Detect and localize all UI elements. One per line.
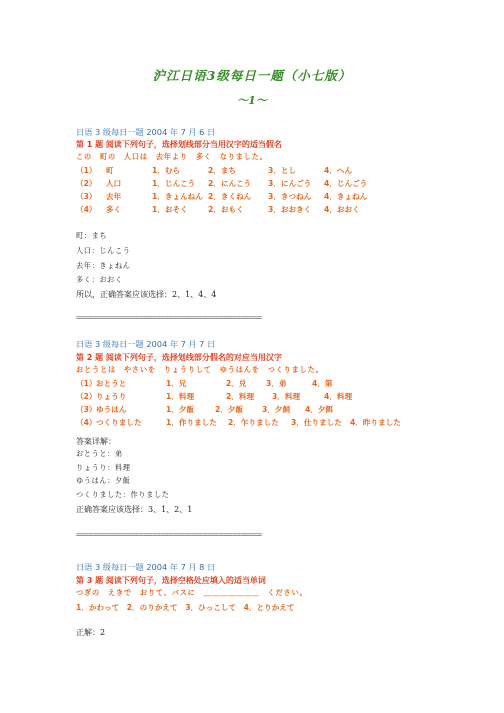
lesson-3-question-text: つぎの えきで おりて、バスに ＿＿＿＿＿＿＿ ください。 [76,588,308,597]
lesson-2-explanation-4: つくりました：作りました [76,490,170,499]
lesson-1-option-row-1: （1） 町 1．むら 2．まち 3．とし 4．へん [76,166,353,175]
lesson-3-answer: 正解：2 [76,628,106,637]
lesson-2-date: 日语 3 级每日一题 2004 年 7 月 7 日 [76,339,216,349]
lesson-3-choices: 1．かわって 2．のりかえて 3．ひっこして 4．とりかえて [76,603,295,612]
lesson-2-option-row-4: （4） つくりました 1．作りました 2．乍りました 3．仕りました 4．昨りました [76,418,401,427]
lesson-3-question-title: 第 3 题 阅读下列句子，选择空格处应填入的适当单词 [76,576,266,585]
lesson-2-question-title: 第 2 题 阅读下列句子，选择划线部分假名的对应当用汉字 [76,353,282,362]
separator-1: ============================================ [76,313,262,322]
lesson-1-explanation-4: 多く：おおく [76,275,123,284]
page-number: ～1～ [237,94,267,107]
lesson-1-option-row-4: （4） 多く 1．おそく 2．おもく 3．おおきく 4．おおく [76,205,360,214]
lesson-1-explanation-1: 町：まち [76,231,108,240]
lesson-2-question-text: おとうとは やさいを りょうりして ゆうはんを つくりました。 [76,365,324,374]
lesson-1-explanation-2: 人口：じんこう [76,246,131,255]
lesson-1-option-row-2: （2） 人口 1．じんこう 2．にんこう 3．にんごう 4．じんごう [76,179,368,188]
lesson-2-answer: 正确答案应该选择：3、1、2、1 [76,505,193,514]
lesson-1-question-title: 第 1 题 阅读下列句子，选择划线部分当用汉字的适当假名 [76,140,282,149]
separator-2: ============================================ [76,530,262,539]
lesson-1-answer: 所以，正确答案应该选择：2、1、4、4 [76,290,217,299]
lesson-1-explanation-3: 去年：きょねん [76,261,131,270]
lesson-1-date: 日语 3 级每日一题 2004 年 7 月 6 日 [76,127,216,137]
lesson-1-option-row-3: （3） 去年 1．きょんねん 2．きくねん 3．きつねん 4．きょねん [76,192,368,201]
lesson-2-explain-heading: 答案详解： [76,437,116,446]
lesson-1-question-text: この 町の 人口は 去年より 多く なりました。 [76,152,268,161]
lesson-3-date: 日语 3 级每日一题 2004 年 7 月 8 日 [76,562,216,572]
lesson-2-option-row-1: （1） おとうと 1．兄 2．兑 3．弟 4．第 [76,379,333,388]
document-title: 沪江日语3级每日一题（小七版） [152,68,352,83]
lesson-2-explanation-3: ゆうはん：夕飯 [76,476,131,485]
lesson-2-option-row-2: （2） りょうり 1．料理 2．料理 3．料理 4．料理 [76,392,353,401]
lesson-2-option-row-3: （3） ゆうはん 1．夕飯 2．夕飯 3．夕飼 4．夕餌 [76,405,334,414]
lesson-2-explanation-2: りょうり：料理 [76,463,131,472]
lesson-2-explanation-1: おとうと：弟 [76,449,123,458]
